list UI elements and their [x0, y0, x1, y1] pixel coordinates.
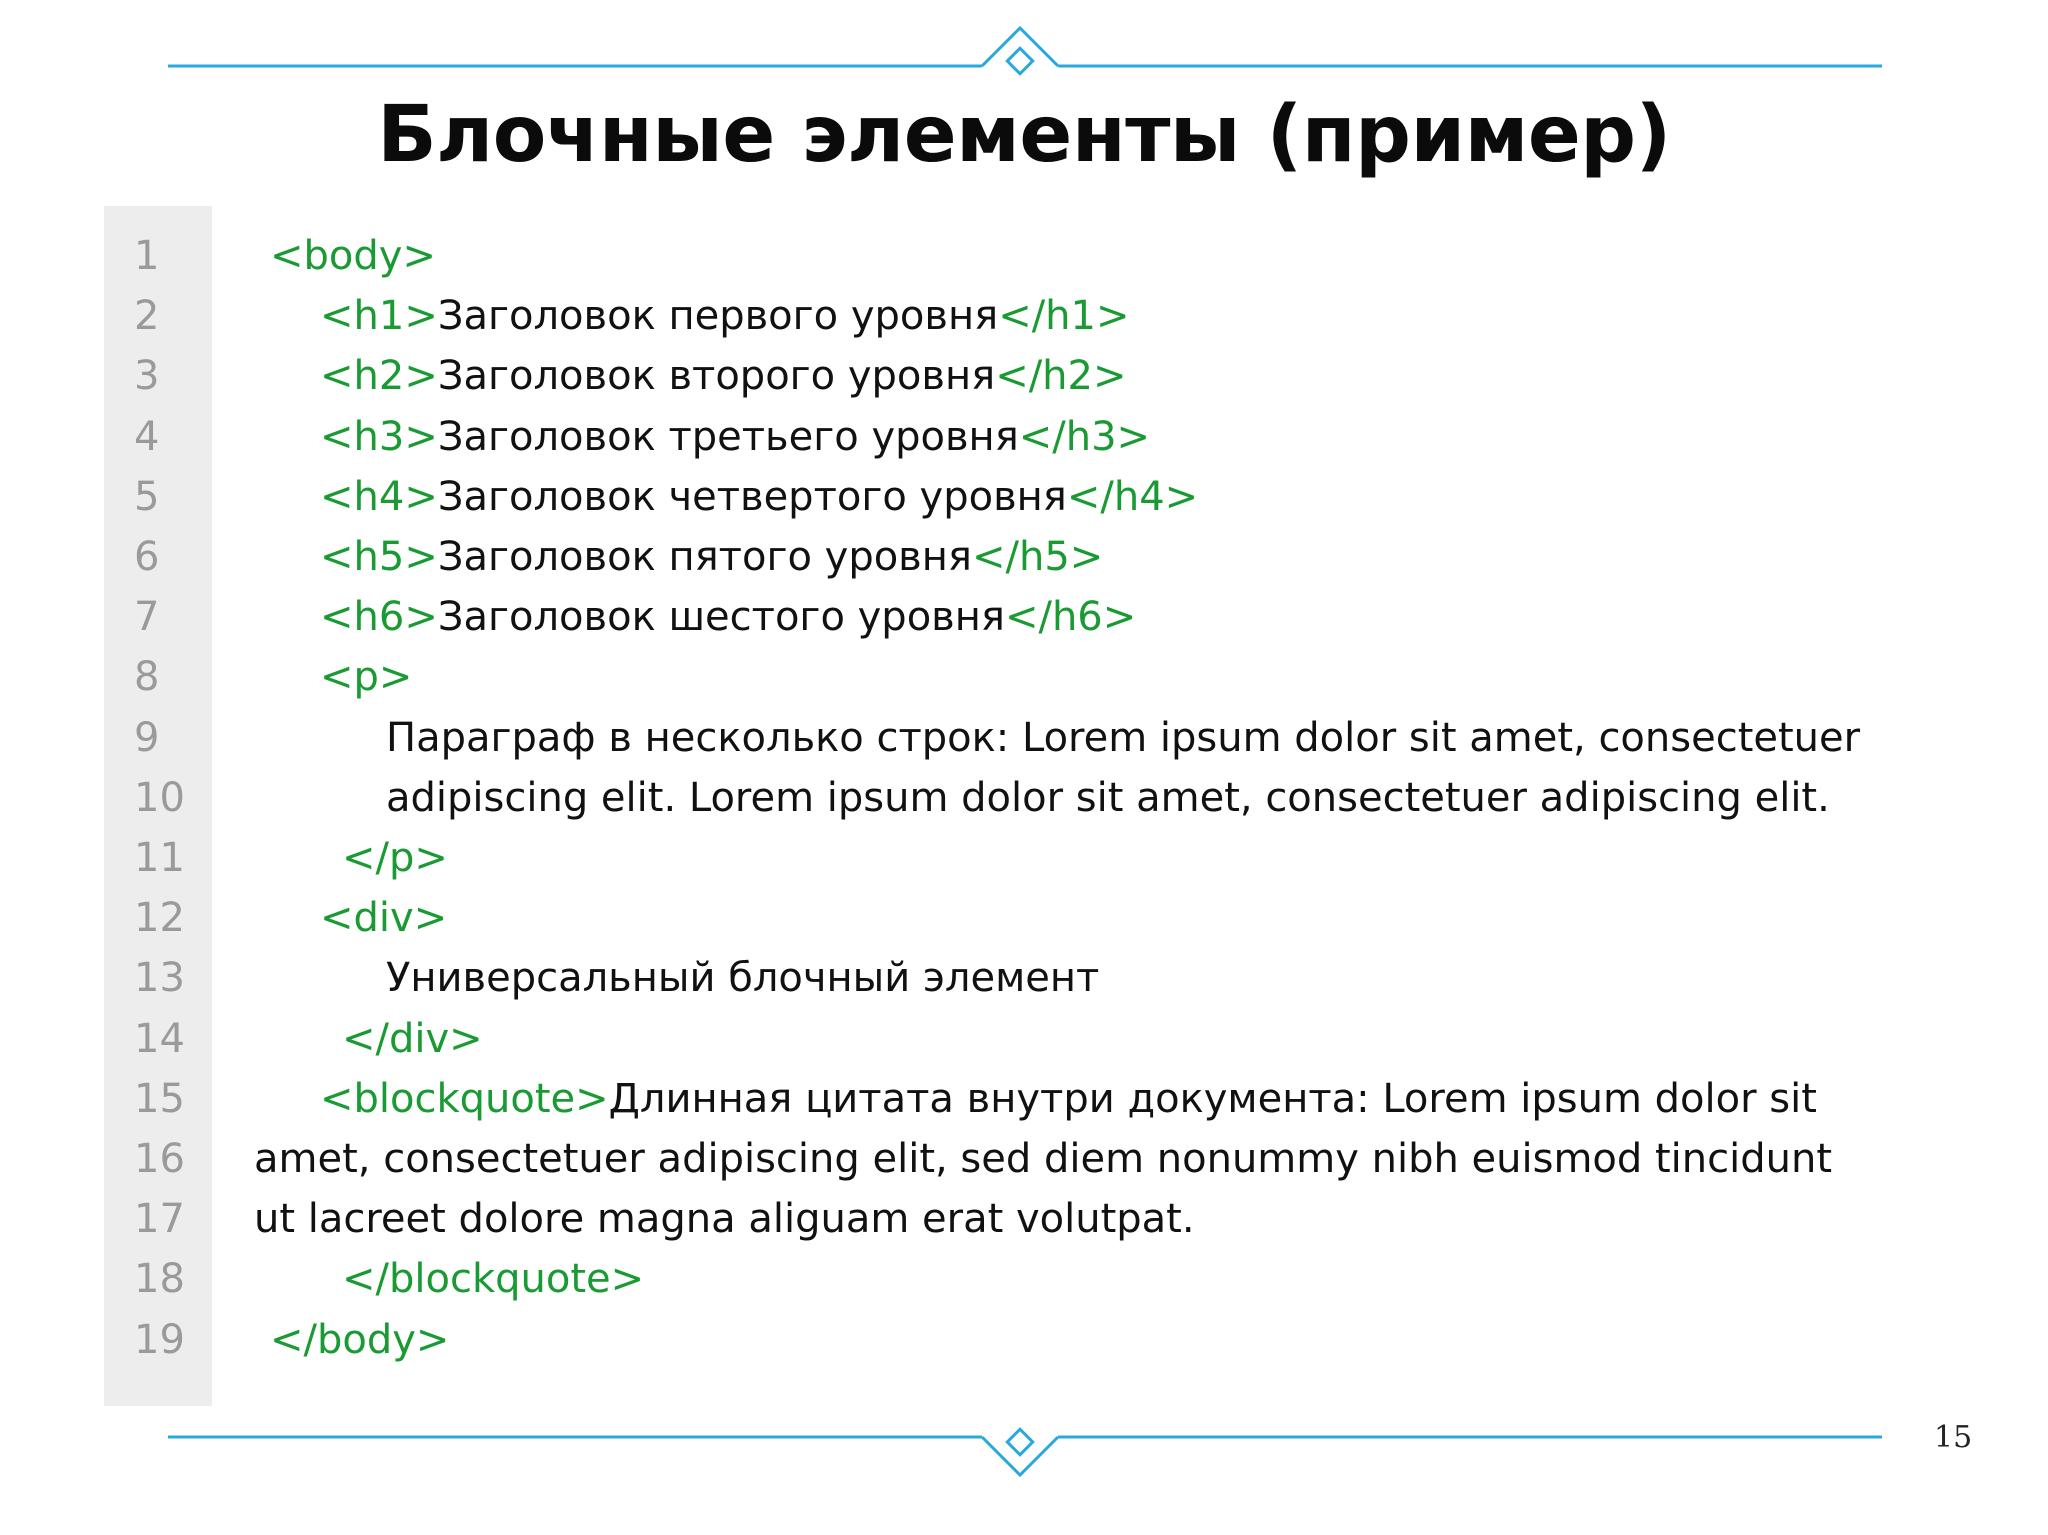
html-tag: <div>: [320, 895, 448, 942]
code-line: [104, 527, 1844, 588]
bottom-diamond-icon: [1007, 1429, 1032, 1454]
code-content: Заголовок второго уровня: [437, 353, 996, 400]
line-number: 6: [134, 534, 160, 580]
code-content: Заголовок пятого уровня: [437, 534, 972, 580]
code-text: [320, 587, 1136, 648]
html-tag: <h2>: [320, 353, 438, 400]
code-text: [320, 286, 1130, 347]
code-line: [104, 1249, 1844, 1310]
code-line: [104, 1009, 1844, 1070]
html-tag: <h6>: [320, 594, 438, 641]
line-number: 2: [134, 293, 160, 340]
code-line: [104, 226, 1844, 287]
code-line: [104, 708, 1861, 769]
code-text: [386, 948, 1099, 1009]
code-text: [386, 768, 1830, 829]
line-number: 12: [134, 895, 185, 942]
code-text: [270, 226, 436, 287]
code-text: [254, 1189, 1195, 1250]
html-tag: </h3>: [1018, 413, 1151, 460]
line-number: 11: [134, 835, 185, 881]
html-tag: </div>: [342, 1015, 483, 1062]
slide-title: Блочные элементы (пример): [377, 90, 1671, 180]
code-line: [104, 1069, 1844, 1130]
line-number: 8: [134, 654, 160, 701]
code-line: [104, 828, 1844, 889]
html-tag: </blockquote>: [342, 1256, 645, 1303]
bottom-rule-valley: [982, 1437, 1058, 1475]
code-line: [104, 1189, 1844, 1250]
line-number: 9: [134, 714, 160, 761]
code-listing: [104, 206, 1861, 1406]
code-content: Универсальный блочный элемент: [386, 955, 1100, 1002]
code-content: adipiscing elit. Lorem ipsum dolor sit amet, consectetuer adipiscing elit.: [386, 774, 1830, 821]
html-tag: <body>: [270, 233, 436, 279]
html-tag: </h4>: [1066, 473, 1199, 520]
code-line: [104, 1310, 1844, 1371]
code-line: [104, 768, 1844, 829]
html-tag: <h3>: [320, 413, 438, 460]
code-text: [320, 346, 1127, 407]
code-text: [254, 1129, 1832, 1190]
line-number: 5: [134, 473, 160, 520]
code-text: [320, 647, 412, 708]
code-content: Длинная цитата внутри документа: Lorem ipsum dolor sit: [608, 1075, 1817, 1122]
page-number: 15: [1934, 1420, 1973, 1455]
code-text: [342, 828, 448, 889]
code-content: Параграф в несколько строк: Lorem ipsum dolor sit amet, consectetuer: [386, 714, 1861, 761]
html-tag: </h2>: [995, 353, 1127, 400]
code-line: [104, 286, 1844, 347]
line-number: 15: [134, 1075, 185, 1122]
code-line: [104, 888, 1844, 949]
code-text: [270, 1310, 449, 1371]
line-number: 19: [134, 1316, 185, 1363]
html-tag: <p>: [320, 654, 413, 701]
code-line: [104, 407, 1844, 468]
code-line: [104, 467, 1844, 528]
line-number: 10: [134, 774, 185, 821]
code-line: [104, 346, 1844, 407]
code-line: [104, 647, 1844, 708]
line-number: 7: [134, 594, 160, 641]
html-tag: </h1>: [998, 293, 1130, 340]
line-number: 18: [134, 1256, 185, 1303]
line-number: 14: [134, 1015, 185, 1062]
code-content: Заголовок четвертого уровня: [437, 473, 1067, 520]
html-tag: <h5>: [320, 534, 438, 580]
code-text: [320, 1069, 1817, 1130]
code-content: amet, consectetuer adipiscing elit, sed diem nonummy nibh euismod tincidunt: [254, 1136, 1833, 1182]
code-line: [104, 1129, 1844, 1190]
code-line: [104, 948, 1844, 1009]
code-text: [386, 708, 1860, 769]
html-tag: <h1>: [320, 293, 438, 340]
code-text: [320, 527, 1103, 588]
code-content: Заголовок первого уровня: [437, 293, 999, 340]
code-content: ut lacreet dolore magna aliguam erat volutpat.: [254, 1196, 1195, 1243]
code-content: Заголовок третьего уровня: [437, 413, 1019, 460]
code-line: [104, 587, 1844, 648]
line-number: 3: [134, 353, 160, 400]
html-tag: </h6>: [1004, 594, 1137, 641]
html-tag: </h5>: [971, 534, 1104, 580]
top-diamond-icon: [1007, 48, 1032, 73]
code-text: [320, 407, 1150, 468]
code-text: [342, 1249, 644, 1310]
line-number: 4: [134, 413, 160, 460]
line-number: 16: [134, 1136, 185, 1182]
code-text: [320, 888, 447, 949]
line-number: 1: [134, 233, 160, 279]
html-tag: </body>: [270, 1316, 450, 1363]
line-number: 13: [134, 955, 185, 1002]
line-number: 17: [134, 1196, 185, 1243]
html-tag: <blockquote>: [320, 1075, 609, 1122]
code-text: [320, 467, 1198, 528]
html-tag: </p>: [342, 835, 448, 881]
html-tag: <h4>: [320, 473, 438, 520]
code-text: [342, 1009, 483, 1070]
code-content: Заголовок шестого уровня: [437, 594, 1005, 641]
